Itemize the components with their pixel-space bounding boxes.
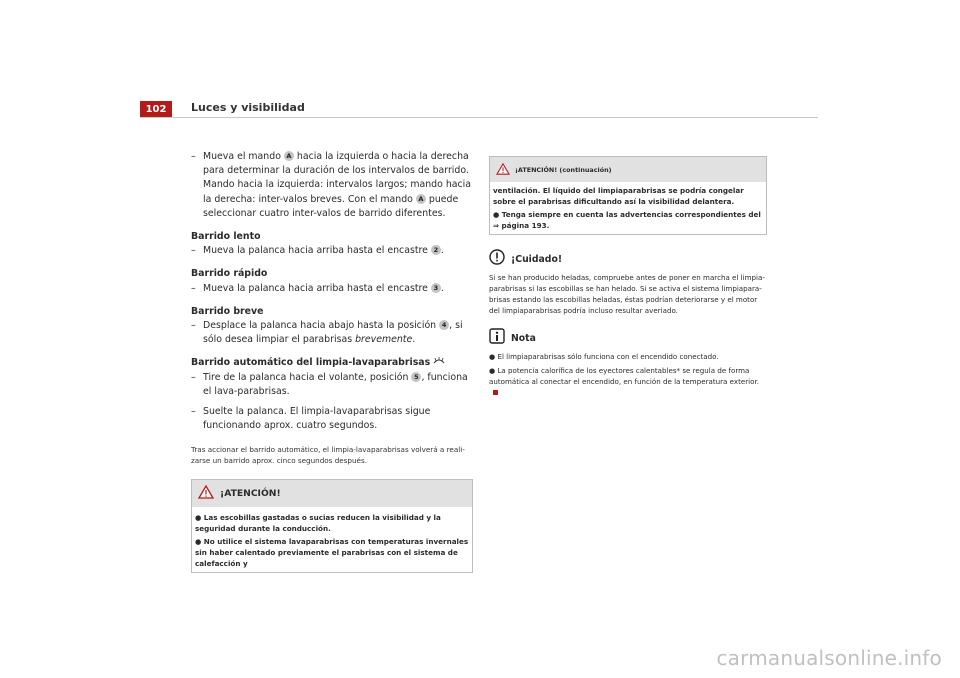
- warning-bullet: ● No utilice el sistema lavaparabrisas con temperaturas invernales sin haber calentado previamente el parabrisas con el sistema de calefacción y: [195, 536, 469, 568]
- note-header: [489, 328, 767, 348]
- marker-3-icon: 3: [431, 283, 441, 293]
- bullet-icon: ●: [195, 512, 202, 522]
- page-reference-link[interactable]: ⇒ página 193.: [493, 221, 550, 230]
- page-number: 102: [140, 101, 172, 117]
- heading-barrido-lento: Barrido lento: [191, 231, 261, 243]
- left-column: [191, 150, 473, 573]
- note-title: Nota: [511, 332, 536, 344]
- note-bullet: ● El limpiaparabrisas sólo funciona con el encendido conectado.: [489, 352, 719, 361]
- caution-text: Si se han producido heladas, compruebe antes de poner en marcha el limpia-parabrisas si las escobillas se han helado. Si se activa el sistema limpiapara-brisas estando las escobillas heladas, éstas podrían deteriorarse y el motor del limpiaparabrisas podría incluso resultar averiado.: [489, 273, 765, 315]
- step-auto-2: – Suelte la palanca. El limpia-lavaparabrisas sigue funcionando aprox. cuatro segundos.: [191, 406, 431, 432]
- step-auto-1: – Tire de la palanca hacia el volante, posición 5 , funciona el lava-parabrisas.: [191, 371, 468, 397]
- watermark: carmanualsonline.info: [716, 646, 942, 670]
- bullet-icon: ●: [489, 352, 496, 361]
- auto-wipe-note: Tras accionar el barrido automático, el limpia-lavaparabrisas volverá a reali-zarse un barrido aprox. cinco segundos después.: [191, 445, 465, 466]
- bullet-icon: ●: [489, 366, 496, 375]
- note-icon: [489, 328, 505, 348]
- warning-bullet: ● Las escobillas gastadas o sucias reducen la visibilidad y la seguridad durante la conducción.: [195, 512, 441, 533]
- heading-barrido-breve: Barrido breve: [191, 305, 264, 317]
- caution-exclamation-icon: [489, 249, 505, 269]
- caution-header: [489, 249, 767, 269]
- header-divider: [140, 117, 818, 118]
- marker-4-icon: 4: [439, 320, 449, 330]
- warning-bullet: ● Tenga siempre en cuenta las advertencias correspondientes del: [493, 210, 761, 219]
- page-section-title: Luces y visibilidad: [191, 101, 305, 114]
- step-breve: – Desplace la palanca hacia abajo hasta la posición 4 , si sólo desea limpiar el parabrisas brevemente.: [191, 320, 463, 346]
- warning-continuation-title: ¡ATENCIÓN! (continuación): [515, 165, 612, 174]
- bullet-icon: ●: [493, 210, 500, 219]
- right-column: [489, 156, 767, 398]
- note-bullet: ● La potencia calorífica de los eyectores calentables* se regula de forma automática al conectar el encendido, en función de la temperatura exterior.: [489, 365, 767, 398]
- marker-5-icon: 5: [411, 372, 421, 382]
- step-interval: – Mueva el mando A hacia la izquierda o hacia la derecha para determinar la duración de los intervalos de barrido. Mando hacia la izquierda: intervalos largos; mando hacia la derecha: inter-valos breves. Con el mando A puede seleccionar cuatro inter-valos de barrido diferentes.: [191, 151, 472, 219]
- marker-2-icon: 2: [431, 245, 441, 255]
- warning-continuation-header: [490, 157, 766, 182]
- warning-header: [192, 480, 472, 507]
- warning-title: ¡ATENCIÓN!: [220, 487, 281, 499]
- warning-triangle-icon: [198, 484, 214, 503]
- heading-barrido-rapido: Barrido rápido: [191, 268, 268, 280]
- marker-a-icon: A: [284, 151, 294, 161]
- warning-triangle-icon: [496, 160, 510, 179]
- warning-continuation-box: [489, 156, 767, 235]
- bullet-icon: ●: [195, 536, 202, 546]
- warning-continuation-text: ventilación. El líquido del limpiaparabrisas se podría congelar sobre el parabrisas dificultando así la visibilidad delantera.: [493, 186, 744, 206]
- step-rapido: – Mueva la palanca hacia arriba hasta el encastre 3 .: [191, 282, 444, 294]
- marker-a-icon: A: [416, 194, 426, 204]
- caution-title: ¡Cuidado!: [511, 253, 563, 265]
- end-marker-icon: [493, 390, 498, 395]
- heading-barrido-automatico: Barrido automático del limpia-lavaparabrisas: [191, 356, 473, 370]
- washer-icon: [433, 357, 445, 368]
- step-lento: – Mueva la palanca hacia arriba hasta el encastre 2 .: [191, 245, 444, 257]
- warning-box: [191, 479, 473, 573]
